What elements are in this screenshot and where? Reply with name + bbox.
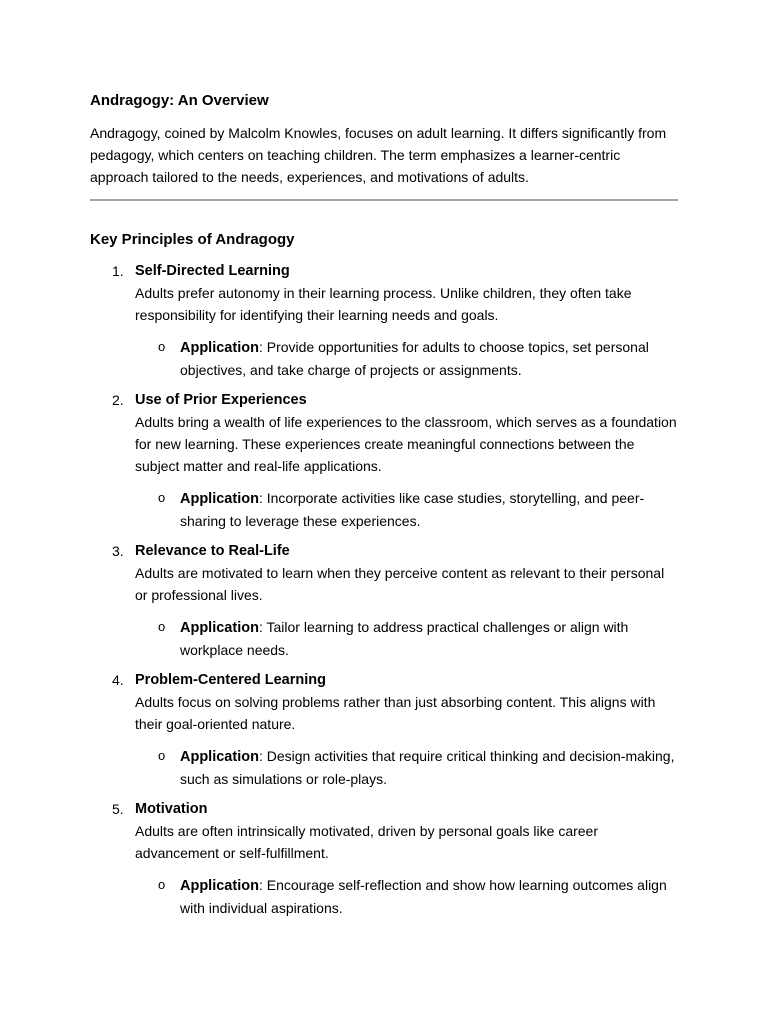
principle-description: Adults are motivated to learn when they perceive content as relevant to their personal or professional lives. [135, 565, 665, 603]
application-separator: : [258, 877, 267, 893]
circle-bullet-icon: o [158, 490, 166, 505]
principle-number: 5. [112, 801, 124, 817]
principle-description: Adults focus on solving problems rather than just absorbing content. This aligns with their goal-oriented nature. [135, 694, 656, 732]
application-label: Application [180, 878, 259, 894]
principle-description: Adults are often intrinsically motivated, driven by personal goals like career advancement or self-fulfillment. [135, 823, 599, 861]
principle-number: 1. [112, 263, 124, 279]
application-item [135, 616, 678, 661]
principle-number: 2. [112, 392, 124, 408]
document-title: Andragogy: An Overview [90, 92, 269, 109]
principle-item [90, 389, 678, 532]
application-separator: : [258, 339, 267, 355]
application-text: Provide opportunities for adults to choose topics, set personal objectives, and take charge of projects or assignments. [180, 339, 649, 378]
principle-item [90, 798, 678, 919]
section-divider [90, 199, 678, 201]
principle-heading: Problem-Centered Learning [135, 672, 326, 688]
principle-item [90, 540, 678, 661]
application-separator: : [258, 619, 267, 635]
section-title: Key Principles of Andragogy [90, 231, 295, 248]
circle-bullet-icon: o [158, 619, 166, 634]
application-text: Incorporate activities like case studies, storytelling, and peer-sharing to leverage these experiences. [180, 490, 645, 529]
application-item [135, 336, 678, 381]
circle-bullet-icon: o [158, 339, 166, 354]
principle-item [90, 669, 678, 790]
principle-heading: Use of Prior Experiences [135, 392, 307, 408]
application-text: Tailor learning to address practical challenges or align with workplace needs. [180, 619, 629, 658]
application-separator: : [258, 748, 267, 764]
principle-heading: Self-Directed Learning [135, 263, 290, 279]
application-item [135, 874, 678, 919]
principle-number: 3. [112, 543, 124, 559]
application-label: Application [180, 620, 259, 636]
application-label: Application [180, 749, 259, 765]
principle-item [90, 260, 678, 381]
principle-description: Adults prefer autonomy in their learning process. Unlike children, they often take responsibility for identifying their learning needs and goals. [135, 285, 632, 323]
circle-bullet-icon: o [158, 877, 166, 892]
principle-description: Adults bring a wealth of life experiences to the classroom, which serves as a foundation for new learning. These experiences create meaningful connections between the subject matter and real-life applications. [135, 414, 677, 474]
application-item [135, 745, 678, 790]
principles-list [90, 260, 678, 919]
circle-bullet-icon: o [158, 748, 166, 763]
principle-number: 4. [112, 672, 124, 688]
intro-paragraph: Andragogy, coined by Malcolm Knowles, focuses on adult learning. It differs significantly from pedagogy, which centers on teaching children. The term emphasizes a learner-centric approach tailored to the needs, experiences, and motivations of adults. [90, 125, 667, 185]
application-text: Design activities that require critical thinking and decision-making, such as simulations or role-plays. [180, 748, 675, 787]
application-label: Application [180, 491, 259, 507]
principle-heading: Relevance to Real-Life [135, 543, 290, 559]
application-separator: : [258, 490, 267, 506]
application-text: Encourage self-reflection and show how learning outcomes align with individual aspirations. [180, 877, 667, 916]
application-item [135, 487, 678, 532]
document-page [90, 90, 678, 927]
principle-heading: Motivation [135, 801, 208, 817]
application-label: Application [180, 340, 259, 356]
